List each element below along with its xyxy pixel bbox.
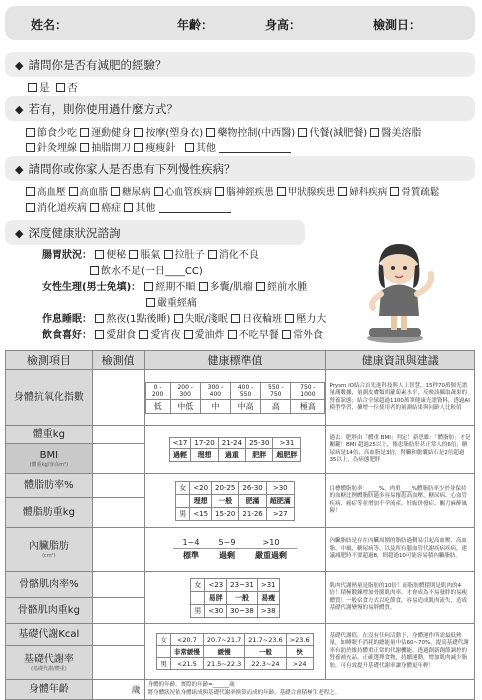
range-cell: >31 [273,438,301,449]
option-label: 拉肚子 [174,250,205,261]
range-cell: 200 - 300 [170,382,200,399]
level-cell: 過剩 [219,551,235,560]
checkbox[interactable] [228,330,237,339]
male-cell: 男 [176,507,190,520]
name-label: 姓名： [31,18,68,32]
range-cell: >27 [266,507,294,520]
range-cell: 26-30 [239,481,266,494]
q1-yes-label: 是 [39,82,50,94]
level-cell: 中低 [170,399,200,413]
level-cell: 中 [200,399,230,413]
muscle-rate-label: 骨骼肌肉率% [6,572,93,598]
option-label: 其他 [195,143,216,154]
checkbox[interactable] [164,250,173,259]
level-cell: 標準 [183,551,199,560]
range-cell: <20.7 [170,634,203,646]
range-cell: >38 [257,604,279,617]
option-label: 愛甜食 [106,330,137,341]
option-label: 抽脂開刀 [91,143,132,154]
level-cell: 肥滿 [239,494,266,507]
weight-label: 體重kg [6,426,93,444]
q2-title: 若有，則你使用過什麼方式？ [28,102,178,116]
option-label: 藥物控制(中西醫) [217,128,296,139]
bmr-scale [144,624,326,680]
option-label: 甲狀腺疾患 [287,187,336,198]
level-cell: 非常緩慢 [170,646,203,658]
bmr-value[interactable] [92,624,144,646]
bmr-rate-label-cell [6,646,93,680]
col-item: 檢測項目 [6,351,93,370]
option-label: 高血脂 [79,187,109,198]
bodyfat-info: 目標體脂肪率：____%，肉重____%體脂肪率少於並保持的血糖比例體脂肪過多容易罹患高血壓、糖尿病、心血管疾病、癌症等並增加不孕流產、妊娠併發症、關刀麻醉風險！ [326,474,475,528]
q1-no-label: 否 [67,82,78,94]
level-cell: 一般 [212,494,239,507]
q3-title: 請問你或你家人是否患有下列慢性疾病？ [28,162,236,176]
header-bar [5,6,475,40]
antioxidant-scale [144,370,326,426]
bmi-info: 過去：肥胖由「體重 BMI」判定！新思維：「體脂肪」才是關鍵！BMI 超過25以上，罹患脂肪肝甚正常人的6倍，糖尿病是14倍，高血脂是3倍，腎臟和膽囊結石是2倍超過35以上，為病態肥胖 [326,426,475,474]
checkbox[interactable] [26,128,35,137]
range-cell: 400 - 550 [230,382,260,399]
male-cell: 男 [157,658,171,670]
diamond-icon: ◆ [15,227,24,240]
female-row2 [146,294,197,309]
diet-label: 飲食喜好： [42,330,92,341]
checkbox[interactable] [80,128,89,137]
option-label: 醫美溶脂 [381,128,422,139]
female-row [42,278,307,293]
muscle-rate-value[interactable] [92,572,144,598]
range-cell: 30~38 [227,604,258,617]
checkbox[interactable] [298,128,307,137]
option-label: 運動健身 [91,128,132,139]
range-cell: <30 [205,604,227,617]
checkbox[interactable] [277,187,286,196]
checkbox[interactable] [95,330,104,339]
bodyfat-scale [144,474,326,528]
level-cell: 易瘦 [257,591,279,604]
level-cell: 低 [145,399,170,413]
range-cell: >30 [266,481,294,494]
checkbox[interactable] [390,187,399,196]
q1-title: 請問你是否有減肥的經驗？ [28,58,167,72]
range-cell: 23~31 [227,578,258,591]
male-cell: 男 [191,604,205,617]
checkbox[interactable] [80,143,89,152]
checkbox[interactable] [215,187,224,196]
level-cell: 一般 [227,591,258,604]
checkbox[interactable] [206,128,215,137]
checkbox[interactable] [124,203,133,212]
range-cell: >24 [286,658,313,670]
range-cell: 15-20 [212,507,239,520]
range-cell: 21-26 [239,507,266,520]
level-cell: 過重 [218,449,245,462]
bmi-label-cell [6,444,93,474]
option-label: 壓力大 [296,314,327,325]
range-cell: >10 [245,537,297,549]
checkbox[interactable] [144,282,153,291]
option-label: 腦神經疾患 [226,187,274,198]
range-cell: 550 - 750 [261,382,291,399]
range-cell: 1~4 [173,537,209,549]
option-label: 糖尿病 [122,187,151,198]
level-cell: 理想 [191,449,218,462]
checkbox[interactable] [90,266,99,275]
checkbox[interactable] [370,128,379,137]
body-age-label: 身體年齡 [6,680,93,700]
checkbox[interactable] [26,203,35,212]
range-cell: 300 - 400 [200,382,230,399]
q3-section [5,156,475,181]
checkbox[interactable] [174,314,183,323]
q4-title: 深度健康狀況諮詢 [28,226,121,240]
option-label: 其他 [135,203,156,214]
checkbox[interactable] [256,282,265,291]
level-cell: 易胖 [205,591,227,604]
q1-section [5,52,475,77]
sleep-label: 作息睡眠： [42,314,92,325]
antioxidant-info: Prysm iO結合首先進科技與人工智慧，15秒70萬個光譜量測數據，量測皮膚類胡蘿蔔素水平，反映該攝取蔬果的營養狀態；結合全球超過1100萬筆健康光譜資料，透過AI模型學習，擴增一位使用者的量測結果與同齡人比較值 [326,370,475,426]
checkbox[interactable] [134,143,143,152]
checkbox[interactable] [154,187,163,196]
checkbox[interactable] [111,187,120,196]
col-value: 檢測值 [92,351,144,370]
level-cell: 超肥滿 [266,494,294,507]
weight-value[interactable] [92,426,144,444]
option-label: 按摩(塑身衣) [145,128,204,139]
checkbox[interactable] [26,187,35,196]
bmi-sub: (體重kg/身高m²) [29,461,69,468]
range-cell: >31 [257,578,279,591]
range-cell: 20.7~21.7 [203,634,244,646]
female-label: 女性生理(男士免填)： [42,282,142,293]
bodyfat-rate-label: 體脂肪率% [6,474,93,498]
checkbox[interactable] [282,330,291,339]
checkbox[interactable] [338,187,347,196]
bmi-value[interactable] [92,444,144,474]
option-label: 嚴重經痛 [157,298,197,309]
range-cell: 21.5~22.3 [203,658,244,670]
level-cell: 嚴重過剩 [255,551,287,560]
date-label: 檢測日： [373,18,422,32]
option-label: 便秘 [106,250,127,261]
checkbox[interactable] [90,203,99,212]
range-cell: 21-24 [218,438,245,449]
q2-row2 [26,139,291,154]
antioxidant-label: 身體抗氧化指數 [6,370,93,426]
range-cell: 17-20 [191,438,218,449]
diamond-icon: ◆ [15,103,24,116]
bodyfat-weight-label: 體脂肪重kg [6,498,93,528]
option-label: 愛宵夜 [150,330,181,341]
checkbox[interactable] [129,250,138,259]
checkbox[interactable] [146,298,155,307]
age-label: 年齡： [177,18,214,32]
female-cell: 女 [157,634,171,646]
checkbox[interactable] [208,250,217,259]
q1-no-checkbox[interactable] [56,83,65,92]
female-cell: 女 [191,578,205,591]
visceral-fat-value[interactable] [92,528,144,572]
stomach-row [42,246,259,261]
option-label: 日夜輪班 [242,314,283,325]
range-cell: 21.7~23.6 [245,634,286,646]
option-label: 癌症 [101,203,122,214]
q1-yes-checkbox[interactable] [28,83,37,92]
checkbox[interactable] [95,250,104,259]
body-age-value[interactable] [92,680,144,700]
option-label: 愛油炸 [194,330,225,341]
range-cell: <23 [205,578,227,591]
girl-on-scale-illustration [333,236,473,346]
q4-section [5,220,305,245]
level-cell: 極高 [291,399,325,413]
option-label: 熬夜(1點後睡) [106,314,171,325]
range-cell: >23.6 [286,634,313,646]
other-blank[interactable] [159,203,231,213]
checkbox[interactable] [69,187,78,196]
range-cell: 0 - 200 [145,382,170,399]
other-blank[interactable] [219,143,291,153]
checkbox[interactable] [134,128,143,137]
level-cell: 高 [261,399,291,413]
level-cell: 一般 [245,646,286,658]
option-label: 脹氣 [140,250,161,261]
female-cell: 女 [176,481,190,494]
level-cell: 快 [286,646,313,658]
option-label: 多囊/肌瘤 [209,282,253,293]
option-label: 瘦瘦針 [145,143,176,154]
option-label: 高血壓 [37,187,66,198]
option-label: 婦科疾病 [349,187,388,198]
visceral-fat-info: 內臟脂肪是存在內臟周圍的脂肪過剩易引起高血壓、高血脂、中風、糖尿病等，以及所有腦血管代謝疾病疾病，建議減肥時不要超過8，則超過10可能容易積內臟脂肪。 [326,528,475,572]
col-standard: 健康標準值 [144,351,326,370]
range-cell: 20-25 [212,481,239,494]
option-label: 節食少吃 [37,128,77,139]
q3-row2 [26,199,231,214]
health-table [5,350,475,700]
bmr-label: 基礎代謝Kcal [6,624,93,646]
checkbox[interactable] [139,330,148,339]
col-advice: 健康資訊與建議 [326,351,475,370]
checkbox[interactable] [285,314,294,323]
stomach-label: 腸胃狀況： [42,250,92,261]
bodyfat-rate-value[interactable] [92,474,144,498]
option-label: 針灸埋線 [37,143,77,154]
sleep-row [42,310,326,325]
level-cell: 過輕 [169,449,191,462]
muscle-weight-value[interactable] [92,598,144,624]
muscle-weight-label: 骨骼肌肉重kg [6,598,93,624]
bmr-rate-sub: (基礎代謝/體重) [31,665,67,672]
body-age-info-line1: 身體的年齡，實際的年齡=______歲 [147,682,235,689]
checkbox[interactable] [185,143,194,152]
option-label: 代餐(減肥餐) [309,128,368,139]
option-label: 心血管疾病 [164,187,213,198]
body-age-info-line2: 將身體狀況依身體組成與基礎代謝率換算而成的年齡，基礎合會積極生老程之。 [147,689,341,696]
visceral-fat-label-cell [6,528,93,572]
q2-row1 [26,124,421,139]
antioxidant-value[interactable] [92,370,144,426]
checkbox[interactable] [231,314,240,323]
body-age-info [144,680,474,700]
range-cell: <21.5 [170,658,203,670]
visceral-fat-label: 內臟脂肪 [28,540,69,552]
body-age-unit: 歲 [131,686,141,696]
option-label: 經期不順 [155,282,196,293]
option-label: 經前水腫 [267,282,308,293]
level-cell: 肥胖 [246,449,273,462]
range-cell: <20 [190,481,212,494]
level-cell: 緩慢 [203,646,244,658]
checkbox[interactable] [199,282,208,291]
option-label: 骨質疏鬆 [401,187,440,198]
option-label: 失眠/淺眠 [184,314,228,325]
bmr-rate-value[interactable] [92,646,144,680]
q3-row1 [26,184,439,198]
bmr-info: 基礎代謝值，在沒有任何活動下，身體運作所需最低熱量，如睡眠不消耗的總能量中佔60~70%，提高基礎代謝率有助於維持體重正常的代謝機能。透過創新創節調控的營養補充品，正確選擇食物，持續運動，增加肌肉減少脂肪，可有效提升基礎代謝率讓身體更年輕！ [326,624,475,680]
q1-options [28,80,78,95]
diamond-icon: ◆ [15,59,24,72]
bmi-label: BMI [39,449,59,461]
option-label: 消化不良 [218,250,259,261]
diamond-icon: ◆ [15,163,24,176]
water-row [90,262,203,277]
visceral-fat-scale [144,528,326,572]
muscle-info: 肌肉代謝熱量是脂肪的10倍！而脂肪體積則是肌肉的4倍！積極鍛鍊增加骨骼肌肉率，才會成為不易發胖的易瘦體質！一般宿食方式以吃節食，容易造成肌肉流失，造成基礎代謝變慢的易胖體質。 [326,572,475,624]
height-label: 身高： [265,18,302,32]
bodyfat-weight-value[interactable] [92,498,144,528]
level-cell: 理想 [190,494,212,507]
option-label: 不吃早餐 [238,330,279,341]
bmr-rate-label: 基礎代謝率 [23,653,74,665]
diet-row [42,326,323,341]
range-cell: <15 [190,507,212,520]
range-cell: <17 [169,438,191,449]
range-cell: 750 - 1000 [291,382,325,399]
option-label: 消化道疾病 [37,203,87,214]
muscle-scale [144,572,326,624]
range-cell: 5~9 [209,537,245,549]
level-cell: 超肥胖 [273,449,301,462]
q2-section [5,96,475,121]
checkbox[interactable] [26,143,35,152]
checkbox[interactable] [184,330,193,339]
level-cell: 中高 [230,399,260,413]
checkbox[interactable] [95,314,104,323]
range-cell: 25-30 [246,438,273,449]
visceral-fat-unit: (cm²) [42,552,56,559]
option-label: 飲水不足(一日____CC) [101,266,203,277]
range-cell: 22.3~24 [245,658,286,670]
option-label: 常外食 [292,330,323,341]
bmi-scale [144,426,326,474]
